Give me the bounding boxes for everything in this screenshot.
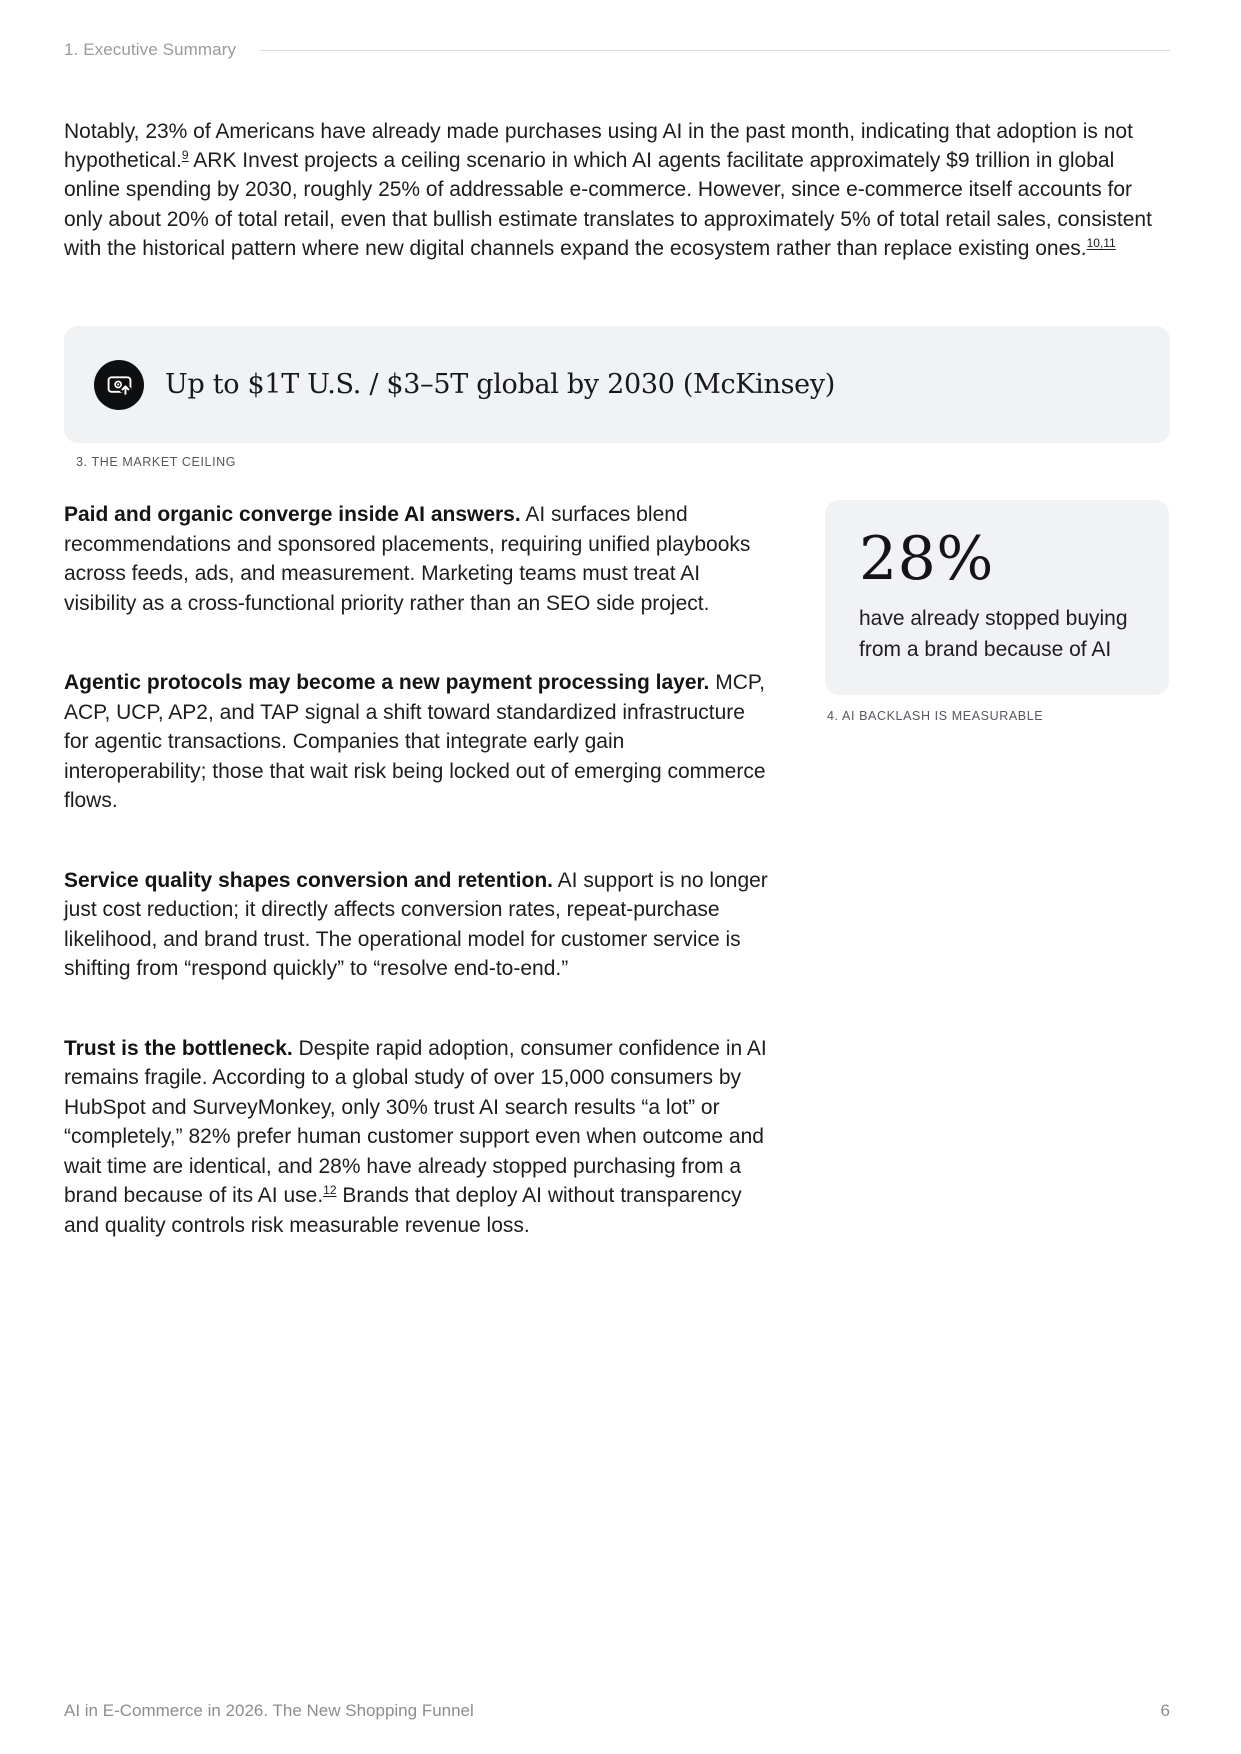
paragraph-text: MCP, ACP, UCP, AP2, and TAP signal a shift toward standardized infrastructure for agentic transactions. Companies that integrate early gain interoperability; those that wait risk being locked out of emerging commerce flows. xyxy=(64,671,766,813)
page-header xyxy=(64,40,1170,60)
section-label: 1. Executive Summary xyxy=(64,40,237,59)
footnote-ref-9[interactable]: 9 xyxy=(181,148,189,163)
intro-text-2: ARK Invest projects a ceiling scenario in which AI agents facilitate approximately $9 trillion in global online spending by 2030, roughly 25% of addressable e-commerce. However, since e-commerce itself accounts for only about 20% of total retail, even that bullish estimate translates to approximately 5% of total retail sales, consistent with the historical pattern where new digital channels expand the ecosystem rather than replace existing ones. xyxy=(64,149,1152,260)
intro-paragraph xyxy=(64,117,1170,263)
page-number: 6 xyxy=(1160,1701,1170,1720)
footnote-ref-10-11[interactable]: 10,11 xyxy=(1086,235,1116,250)
body-column xyxy=(64,500,769,1290)
stat-card-ai-backlash xyxy=(825,500,1169,695)
stat-value: 28% xyxy=(859,524,994,595)
callout-caption: 3. THE MARKET CEILING xyxy=(76,455,237,470)
paragraph-agentic-protocols xyxy=(64,668,769,816)
paragraph-trust-bottleneck xyxy=(64,1034,769,1241)
paragraph-lead: Agentic protocols may become a new payment processing layer. xyxy=(64,671,710,695)
paragraph-text: Despite rapid adoption, consumer confidence in AI remains fragile. According to a global study of over 15,000 consumers by HubSpot and SurveyMonkey, only 30% trust AI search results “a lot” or “completely,” 82% prefer human customer support even when outcome and wait time are identical, and 28% have already stopped purchasing from a brand because of its AI use. xyxy=(64,1036,767,1208)
paragraph-lead: Service quality shapes conversion and retention. xyxy=(64,868,553,892)
footer-title: AI in E-Commerce in 2026. The New Shopping Funnel xyxy=(64,1701,474,1720)
paragraph-service-quality xyxy=(64,866,769,984)
callout-text: Up to $1T U.S. / $3–5T global by 2030 (McKinsey) xyxy=(165,369,836,401)
header-rule xyxy=(260,50,1170,51)
callout-market-ceiling xyxy=(64,326,1170,443)
paragraph-text: AI support is no longer just cost reduction; it directly affects conversion rates, repeat-purchase likelihood, and brand trust. The operational model for customer service is shifting from “respond quickly” to “resolve end-to-end.” xyxy=(64,868,768,981)
paragraph-text: AI surfaces blend recommendations and sponsored placements, requiring unified playbooks across feeds, ads, and measurement. Marketing teams must treat AI visibility as a cross-functional priority rather than an SEO side project. xyxy=(64,503,751,615)
paragraph-text: Brands that deploy AI without transparency and quality controls risk measurable revenue loss. xyxy=(64,1184,742,1237)
page-footer xyxy=(64,1701,1170,1721)
intro-text-1: Notably, 23% of Americans have already made purchases using AI in the past month, indicating that adoption is not hypothetical. xyxy=(64,120,1133,173)
stat-caption: 4. AI BACKLASH IS MEASURABLE xyxy=(827,709,1044,724)
footnote-ref-12[interactable]: 12 xyxy=(323,1183,337,1198)
sidebar-column xyxy=(825,500,1169,1290)
content-columns xyxy=(64,500,1170,1290)
paragraph-paid-organic xyxy=(64,500,769,618)
stat-description: have already stopped buying from a brand because of AI xyxy=(859,607,1128,661)
money-transfer-up-icon xyxy=(94,360,144,410)
paragraph-lead: Trust is the bottleneck. xyxy=(64,1036,293,1060)
paragraph-lead: Paid and organic converge inside AI answers. xyxy=(64,503,521,527)
